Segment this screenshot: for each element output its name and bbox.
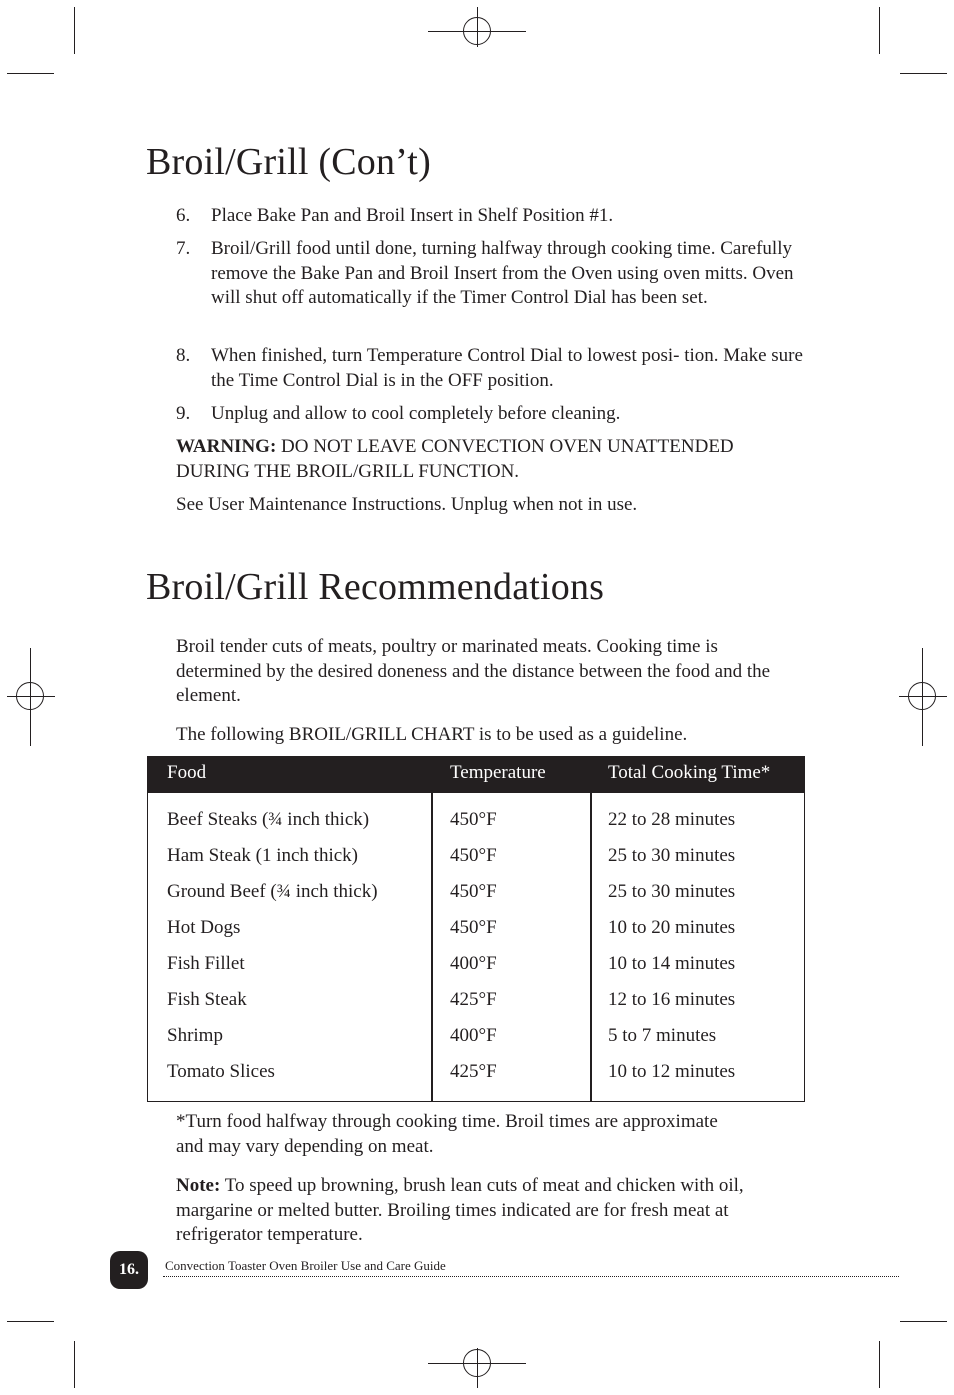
warning-text: DO NOT LEAVE CONVECTION OVEN UNATTENDED DURING THE BROIL/GRILL FUNCTION. <box>176 436 734 482</box>
footnote: *Turn food halfway through cooking time. Broil times are approximate and may vary depending on meat. <box>176 1111 718 1157</box>
warning-paragraph <box>176 435 766 484</box>
cell-time: 10 to 20 minutes <box>608 917 736 938</box>
step-text: When finished, turn Temperature Control Dial to lowest posi- tion. Make sure the Time Control Dial is in the OFF position. <box>211 345 803 391</box>
header-food: Food <box>167 762 207 783</box>
cell-food: Ground Beef (¾ inch thick) <box>167 881 378 902</box>
note-paragraph <box>176 1174 806 1248</box>
crop-mark <box>900 73 947 74</box>
crop-mark <box>74 1341 75 1388</box>
note-label: Note: <box>176 1175 221 1196</box>
table-header <box>148 757 804 793</box>
section-title-broil-grill-cont: Broil/Grill (Con’t) <box>146 141 431 183</box>
step-number: 9. <box>176 403 191 424</box>
cell-food: Shrimp <box>167 1025 223 1046</box>
step-text: Place Bake Pan and Broil Insert in Shelf Position #1. <box>211 205 614 226</box>
cell-time: 10 to 12 minutes <box>608 1061 736 1082</box>
cell-food: Fish Fillet <box>167 953 245 974</box>
guideline-text: The following BROIL/GRILL CHART is to be used as a guideline. <box>176 724 688 745</box>
crop-mark <box>879 7 880 54</box>
cell-temperature: 450°F <box>450 881 497 902</box>
cell-temperature: 425°F <box>450 1061 497 1082</box>
cell-time: 12 to 16 minutes <box>608 989 736 1010</box>
cell-time: 25 to 30 minutes <box>608 881 736 902</box>
intro-paragraph: Broil tender cuts of meats, poultry or marinated meats. Cooking time is determined by the desired doneness and the distance between the food and the element. <box>176 636 771 706</box>
crop-mark <box>879 1341 880 1388</box>
section-title-recommendations: Broil/Grill Recommendations <box>146 566 605 608</box>
cell-temperature: 450°F <box>450 809 497 830</box>
step-number: 8. <box>176 345 191 366</box>
cell-temperature: 400°F <box>450 1025 497 1046</box>
crop-mark <box>7 1321 54 1322</box>
step-text: Broil/Grill food until done, turning halfway through cooking time. Carefully remove the Bake Pan and Broil Insert from the Oven using oven mitts. Oven will shut off automatically if the Timer Control Dial has been set. <box>211 238 794 308</box>
cell-food: Beef Steaks (¾ inch thick) <box>167 809 370 830</box>
step-text: Unplug and allow to cool completely before cleaning. <box>211 403 621 424</box>
cell-temperature: 450°F <box>450 845 497 866</box>
step-number: 6. <box>176 205 191 226</box>
crop-mark <box>900 1321 947 1322</box>
footer-guide-title: Convection Toaster Oven Broiler Use and Care Guide <box>165 1258 446 1273</box>
crop-mark <box>7 73 54 74</box>
page-number-badge: 16. <box>110 1251 148 1289</box>
cell-food: Tomato Slices <box>167 1061 275 1082</box>
step-number: 7. <box>176 238 191 259</box>
cell-food: Hot Dogs <box>167 917 241 938</box>
footer-dotted-rule <box>163 1276 899 1277</box>
cell-time: 10 to 14 minutes <box>608 953 736 974</box>
note-text: To speed up browning, brush lean cuts of meat and chicken with oil, margarine or melted butter. Broiling times indicated are for fresh meat at refrigerator temperature. <box>176 1175 744 1245</box>
crop-mark <box>74 7 75 54</box>
column-divider <box>590 793 592 1101</box>
cell-time: 5 to 7 minutes <box>608 1025 717 1046</box>
cell-food: Ham Steak (1 inch thick) <box>167 845 359 866</box>
cell-food: Fish Steak <box>167 989 247 1010</box>
column-divider <box>431 793 433 1101</box>
warning-label: WARNING: <box>176 436 277 457</box>
cell-temperature: 425°F <box>450 989 497 1010</box>
cell-temperature: 400°F <box>450 953 497 974</box>
cell-temperature: 450°F <box>450 917 497 938</box>
cell-time: 22 to 28 minutes <box>608 809 736 830</box>
cell-time: 25 to 30 minutes <box>608 845 736 866</box>
header-cooking-time: Total Cooking Time* <box>608 762 771 783</box>
header-temperature: Temperature <box>450 762 546 783</box>
see-instructions-text: See User Maintenance Instructions. Unplug when not in use. <box>176 494 638 515</box>
broil-grill-chart <box>147 756 805 1102</box>
